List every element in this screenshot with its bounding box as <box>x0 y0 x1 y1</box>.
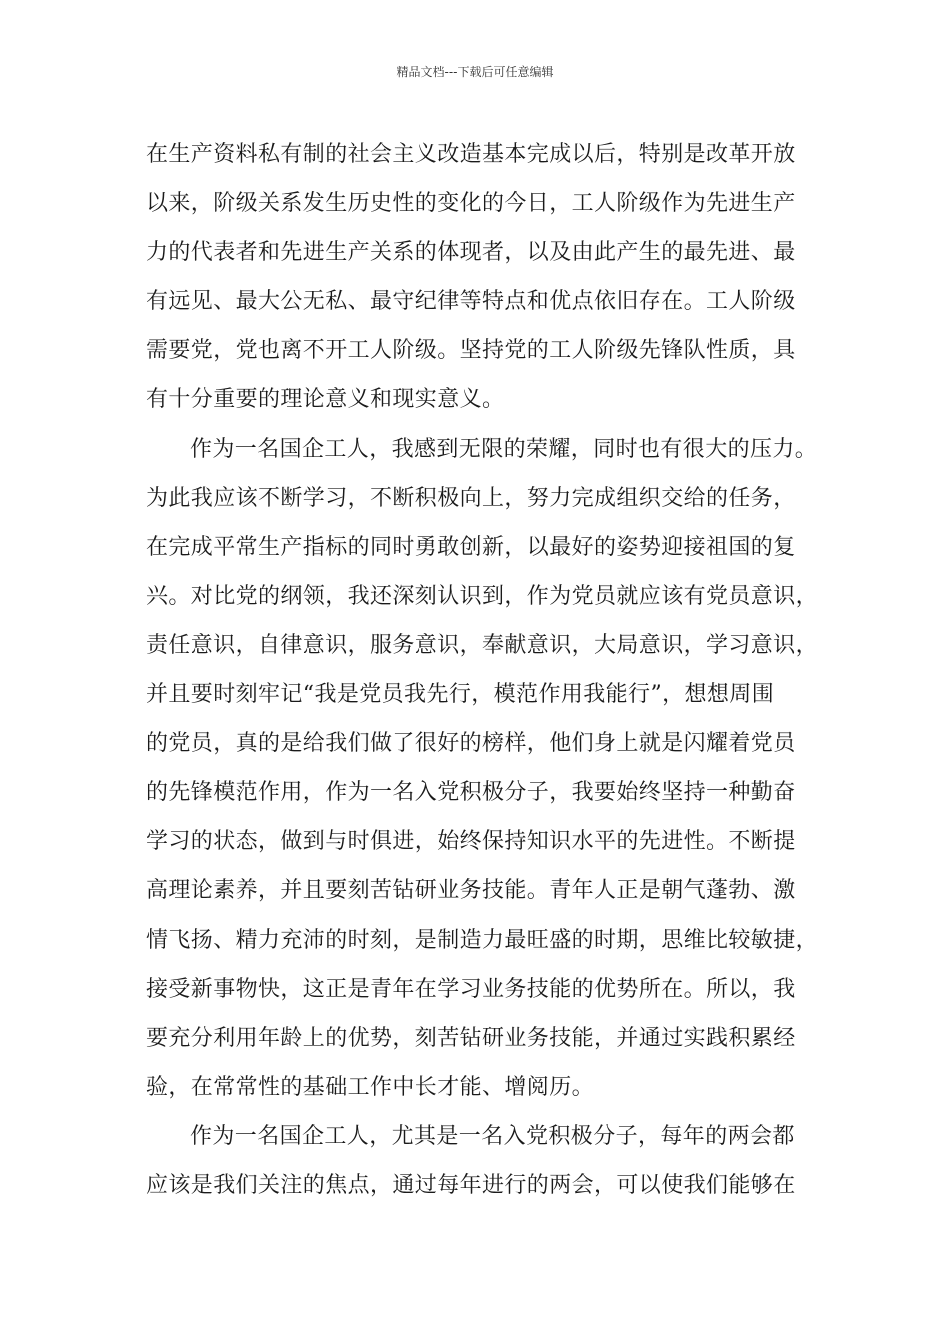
text-line: 有十分重要的理论意义和现实意义。 <box>146 387 505 413</box>
text-line: 在生产资料私有制的社会主义改造基本完成以后，特别是改革开放 <box>146 142 796 167</box>
page-header: 精品文档---下载后可任意编辑 <box>396 65 554 79</box>
text-line: 在完成平常生产指标的同时勇敢创新，以最好的姿势迎接祖国的复 <box>146 534 796 560</box>
text-line: 高理论素养，并且要刻苦钻研业务技能。青年人正是朝气蓬勃、激 <box>146 878 796 904</box>
text-line: 并且要时刻牢记“我是党员我先行，模范作用我能行”，想想周围 <box>146 682 775 708</box>
document-body <box>146 130 826 1210</box>
text-line: 有远见、最大公无私、最守纪律等特点和优点依旧存在。工人阶级 <box>146 289 796 315</box>
text-line: 的党员，真的是给我们做了很好的榜样，他们身上就是闪耀着党员 <box>146 731 796 757</box>
text-line: 为此我应该不断学习，不断积极向上，努力完成组织交给的任务， <box>146 485 796 511</box>
text-line: 兴。对比党的纲领，我还深刻认识到，作为党员就应该有党员意识， <box>146 583 819 609</box>
text-line: 责任意识，自律意识，服务意识，奉献意识，大局意识，学习意识， <box>146 632 819 658</box>
text-line: 验，在常常性的基础工作中长才能、增阅历。 <box>146 1074 595 1100</box>
text-line: 力的代表者和先进生产关系的体现者，以及由此产生的最先进、最 <box>146 240 796 266</box>
text-line: 情飞扬、精力充沛的时刻，是制造力最旺盛的时期，思维比较敏捷， <box>146 927 819 953</box>
text-line: 应该是我们关注的焦点，通过每年进行的两会，可以使我们能够在 <box>146 1172 796 1198</box>
paragraph-start-line: 作为一名国企工人，尤其是一名入党积极分子，每年的两会都 <box>190 1123 795 1149</box>
text-line: 的先锋模范作用，作为一名入党积极分子，我要始终坚持一种勤奋 <box>146 780 796 806</box>
text-line: 要充分利用年龄上的优势，刻苦钻研业务技能，并通过实践积累经 <box>146 1025 796 1051</box>
text-line: 接受新事物快，这正是青年在学习业务技能的优势所在。所以，我 <box>146 976 796 1002</box>
text-line: 学习的状态，做到与时俱进，始终保持知识水平的先进性。不断提 <box>146 829 796 855</box>
text-line: 以来，阶级关系发生历史性的变化的今日，工人阶级作为先进生产 <box>146 191 796 217</box>
paragraph-start-line: 作为一名国企工人，我感到无限的荣耀，同时也有很大的压力。 <box>190 436 818 462</box>
text-line: 需要党，党也离不开工人阶级。坚持党的工人阶级先锋队性质，具 <box>146 338 796 364</box>
